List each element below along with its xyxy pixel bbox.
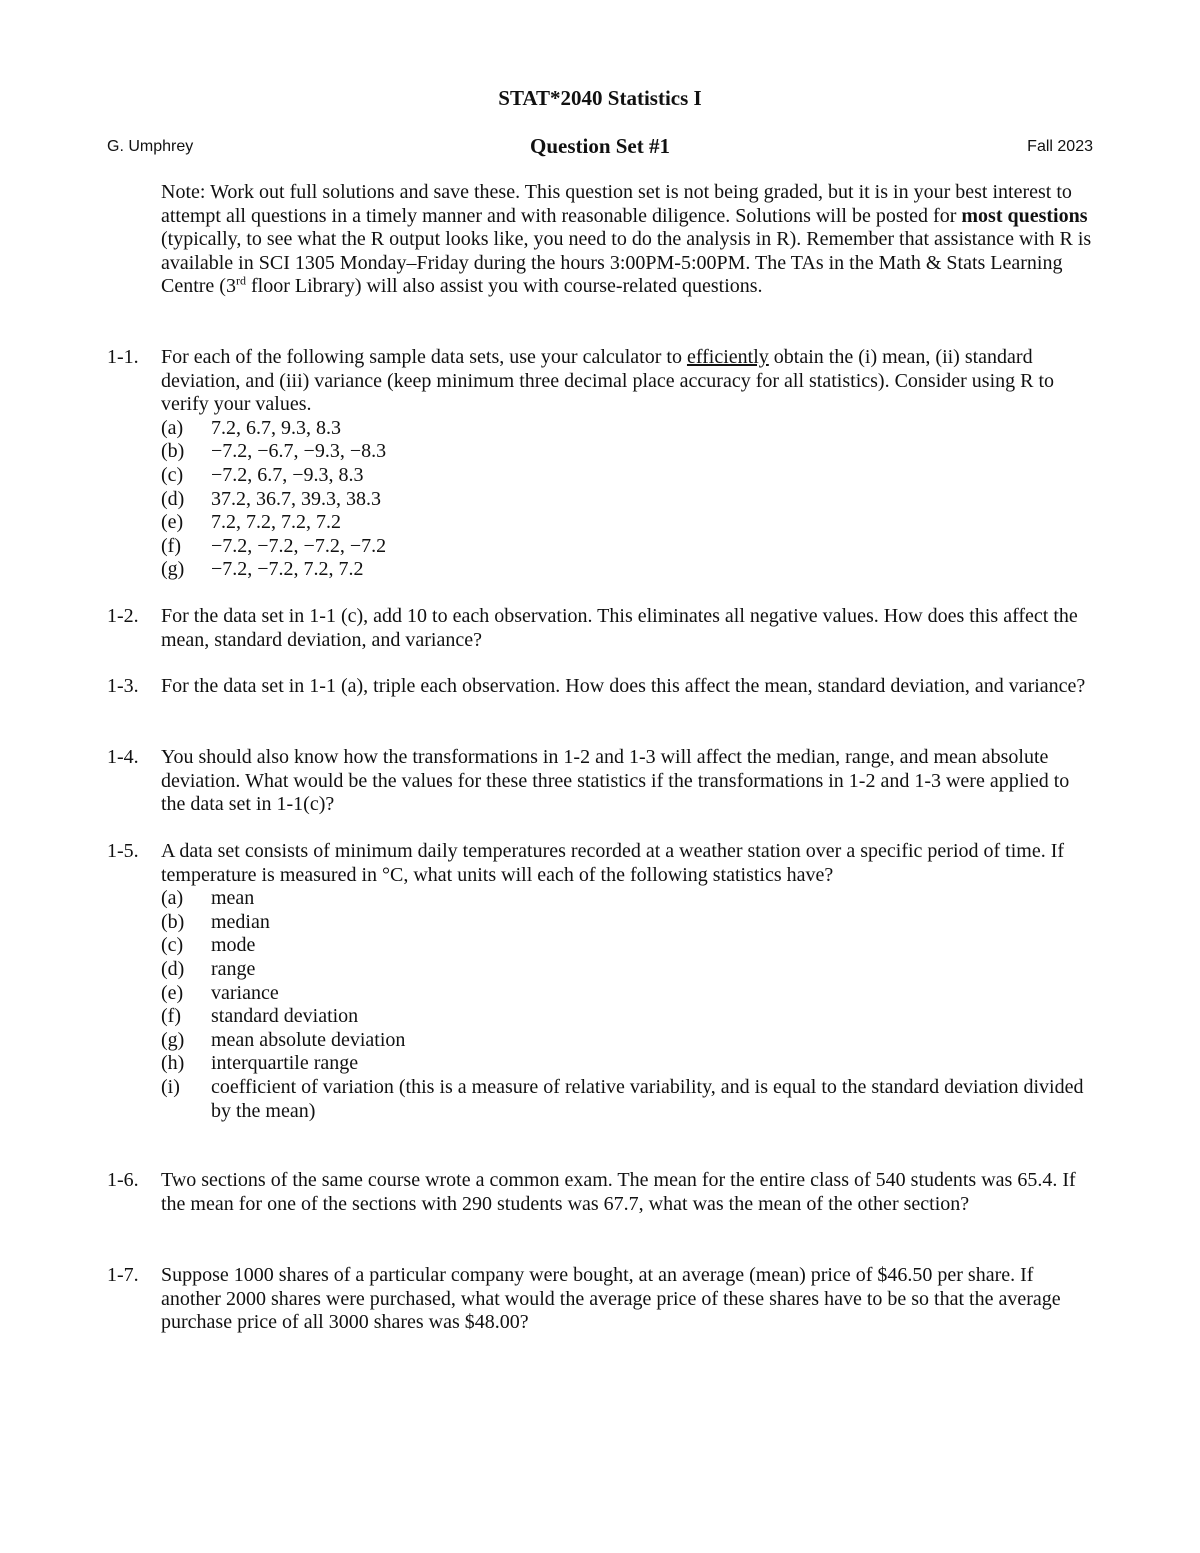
question-text-part: obtain the (i) mean, (ii) standard deviation, and (iii) variance (keep minimum three decimal place accuracy for all statistics). Consider using R to verify your values. [161, 346, 1055, 416]
option-list [161, 887, 1096, 1123]
question-1-1 [107, 346, 1096, 582]
option-text: mean [211, 887, 255, 910]
option-text: −7.2, −7.2, −7.2, −7.2 [211, 534, 387, 557]
underlined-word: efficiently [686, 346, 769, 368]
question-number: 1-4. [107, 746, 139, 768]
header-row [107, 134, 1093, 162]
option-item [161, 982, 1096, 1006]
note-text-2: (typically, to see what the R output looks like, you need to do the analysis in R). Remember that assistance with R is available in SCI 1305 Monday–Friday during the hours 3:00PM-5:00PM. The TAs in the Math & Stats Learning Centre (3 [161, 228, 1092, 298]
option-text: −7.2, −7.2, 7.2, 7.2 [211, 558, 364, 581]
option-label: (i) [161, 1075, 180, 1098]
option-item [161, 558, 1096, 582]
question-number: 1-5. [107, 840, 139, 862]
question-1-6 [107, 1169, 1096, 1216]
option-text: 37.2, 36.7, 39.3, 38.3 [211, 487, 381, 510]
option-item [161, 887, 1096, 911]
question-number: 1-2. [107, 605, 139, 627]
note-text-3: floor Library) will also assist you with course-related questions. [245, 275, 763, 298]
question-text: For the data set in 1-1 (a), triple each observation. How does this affect the mean, standard deviation, and variance? [161, 675, 1086, 697]
option-label: (g) [161, 558, 185, 581]
option-label: (a) [161, 416, 184, 439]
course-title: STAT*2040 Statistics I [498, 86, 702, 110]
question-text-part: For each of the following sample data sets, use your calculator to [161, 346, 687, 368]
option-item [161, 417, 1096, 441]
option-item [161, 440, 1096, 464]
option-label: (g) [161, 1028, 185, 1051]
option-text: standard deviation [211, 1005, 359, 1028]
question-number: 1-7. [107, 1264, 139, 1286]
question-1-4 [107, 746, 1096, 817]
option-text: mean absolute deviation [211, 1028, 406, 1051]
question-text: For the data set in 1-1 (c), add 10 to each observation. This eliminates all negative values. How does this affect the mean, standard deviation, and variance? [161, 605, 1078, 651]
option-label: (c) [161, 463, 184, 486]
option-text: mode [211, 934, 256, 957]
note-bold-text: most questions [961, 204, 1088, 227]
question-number: 1-1. [107, 346, 139, 368]
option-label: (b) [161, 910, 185, 933]
question-number: 1-3. [107, 675, 139, 697]
option-text: variance [211, 981, 279, 1004]
option-list [161, 417, 1096, 582]
question-1-2 [107, 605, 1096, 652]
question-set-title: Question Set #1 [529, 134, 670, 158]
option-item [161, 1029, 1096, 1053]
question-text [161, 346, 1096, 417]
option-label: (c) [161, 934, 184, 957]
question-text: You should also know how the transformations in 1-2 and 1-3 will affect the median, range, and mean absolute deviation. What would be the values for these three statistics if the transformations in 1-2 and 1-3 were applied to the data set in 1-1(c)? [161, 746, 1070, 816]
option-text: median [211, 910, 270, 933]
option-item [161, 958, 1096, 982]
option-label: (h) [161, 1052, 185, 1075]
option-text: interquartile range [211, 1052, 359, 1075]
option-text: 7.2, 7.2, 7.2, 7.2 [211, 511, 341, 534]
option-label: (a) [161, 887, 184, 910]
author-name: G. Umphrey [107, 138, 194, 155]
question-text: Suppose 1000 shares of a particular company were bought, at an average (mean) price of $46.50 per share. If another 2000 shares were purchased, what would the average price of these shares have to be so that the average purchase price of all 3000 shares was $48.00? [161, 1264, 1061, 1334]
option-label: (d) [161, 957, 185, 980]
note-text-1: Note: Work out full solutions and save these. This question set is not being graded, but it is in your best interest to attempt all questions in a timely manner and with reasonable diligence. Solutions will be posted for [161, 181, 1072, 227]
option-text: range [211, 957, 256, 980]
option-label: (d) [161, 487, 185, 510]
option-label: (f) [161, 1005, 181, 1028]
option-label: (e) [161, 981, 184, 1004]
option-item [161, 1052, 1096, 1076]
option-text: −7.2, 6.7, −9.3, 8.3 [211, 463, 364, 486]
option-item [161, 1076, 1096, 1123]
option-item [161, 535, 1096, 559]
option-text: −7.2, −6.7, −9.3, −8.3 [211, 440, 387, 463]
option-text: coefficient of variation (this is a measure of relative variability, and is equal to the standard deviation divided by the mean) [211, 1075, 1084, 1122]
option-item [161, 1005, 1096, 1029]
option-item [161, 911, 1096, 935]
option-label: (f) [161, 534, 181, 557]
question-number: 1-6. [107, 1169, 139, 1191]
question-1-5 [107, 840, 1096, 1123]
term-label: Fall 2023 [1027, 138, 1093, 155]
option-item [161, 934, 1096, 958]
option-text: 7.2, 6.7, 9.3, 8.3 [211, 416, 341, 439]
note-paragraph [161, 181, 1096, 299]
option-label: (e) [161, 511, 184, 534]
note-superscript: rd [235, 273, 246, 288]
question-1-3 [107, 675, 1096, 699]
option-item [161, 464, 1096, 488]
question-text: Two sections of the same course wrote a common exam. The mean for the entire class of 540 students was 65.4. If the mean for one of the sections with 290 students was 67.7, what was the mean of the other section? [161, 1169, 1076, 1215]
option-item [161, 511, 1096, 535]
question-1-7 [107, 1264, 1096, 1335]
question-text: A data set consists of minimum daily temperatures recorded at a weather station over a specific period of time. If temperature is measured in °C, what units will each of the following statistics have? [161, 840, 1065, 886]
option-item [161, 488, 1096, 512]
option-label: (b) [161, 440, 185, 463]
